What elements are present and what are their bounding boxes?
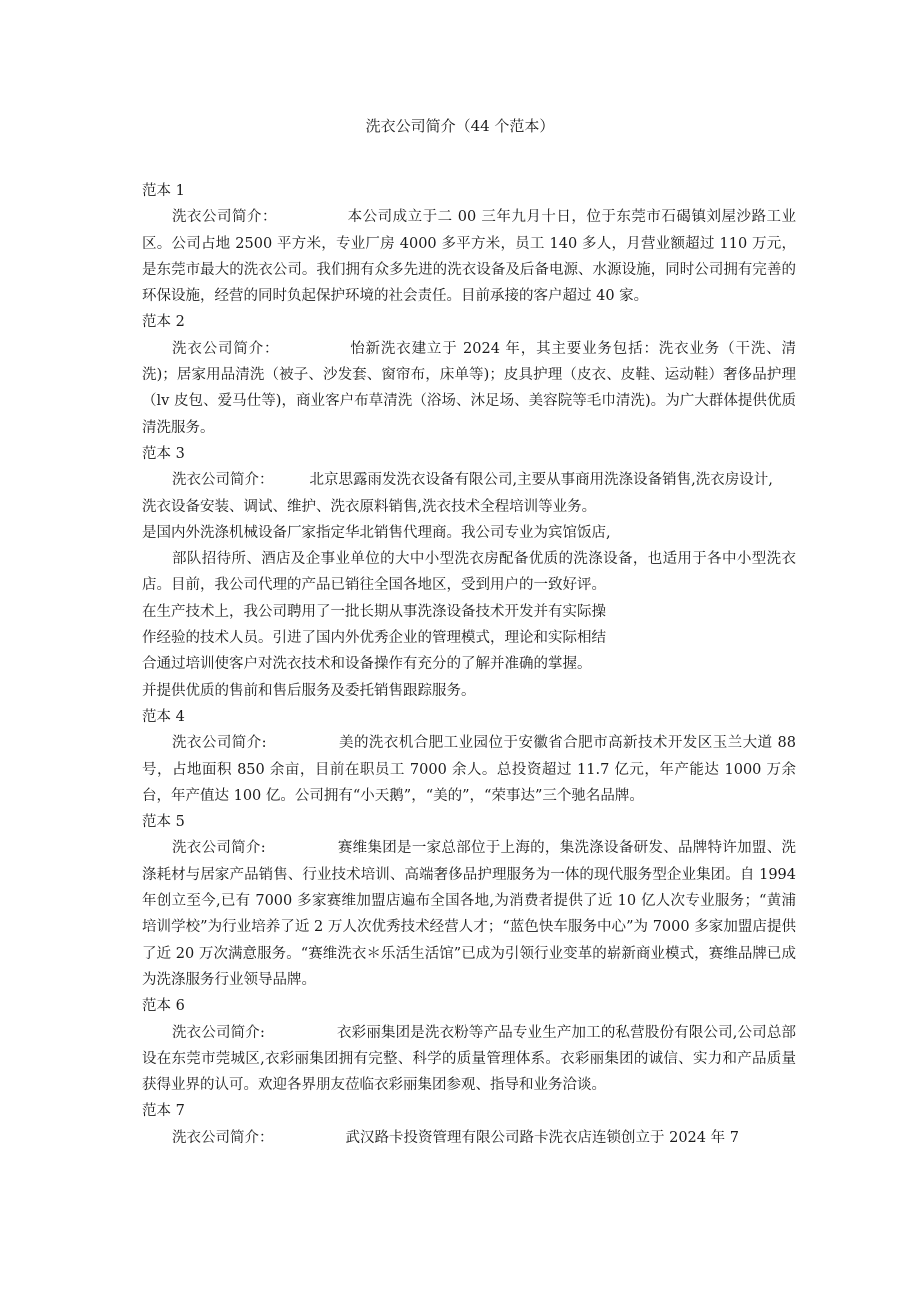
sample-label: 范本 6 — [142, 998, 185, 1015]
sample-paragraph — [142, 467, 796, 493]
sample-label: 范本 3 — [142, 445, 185, 462]
sample-text: 美的洗衣机合肥工业园位于安徽省合肥市高新技术开发区玉兰大道 88 号，占地面积 850 余亩，目前在职员工 7000 余人。总投资超过 11.7 亿元，年产能达 1000 万余台，年产值达 100 亿。公司拥有“小天鹅”，“美的”，“荣事达”三个驰名品牌。 — [142, 735, 796, 804]
sample-label: 范本 4 — [142, 708, 185, 725]
sample-extra-line: 是国内外洗涤机械设备厂家指定华北销售代理商。我公司专业为宾馆饭店, — [142, 524, 611, 541]
sample-intro: 洗衣公司简介： — [172, 340, 280, 357]
sample-intro: 洗衣公司简介: — [172, 840, 266, 857]
sample-paragraph — [142, 1020, 796, 1099]
sample-intro: 洗衣公司简介： — [172, 209, 278, 226]
sample-intro: 洗衣公司简介： — [172, 1129, 274, 1146]
document-title: 洗衣公司简介（44 个范本） — [365, 117, 555, 135]
sample-intro: 洗衣公司简介： — [172, 472, 274, 489]
sample-label: 范本 7 — [142, 1103, 185, 1120]
sample-extra-line: 在生产技术上，我公司聘用了一批长期从事洗涤设备技术开发并有实际操 — [142, 603, 606, 620]
sample-label: 范本 1 — [142, 183, 185, 199]
document-body — [142, 178, 796, 1151]
sample-intro: 洗衣公司简介: — [172, 1024, 265, 1041]
sample-text: 武汉路卡投资管理有限公司路卡洗衣店连锁创立于 2024 年 7 — [345, 1129, 739, 1146]
sample-text: 衣彩丽集团是洗衣粉等产品专业生产加工的私营股份有限公司,公司总部设在东莞市莞城区,衣彩丽集团拥有完整、科学的质量管理体系。衣彩丽集团的诚信、实力和产品质量获得业界的认可。欢迎各界朋友莅临衣彩丽集团参观、指导和业务洽谈。 — [142, 1024, 797, 1094]
sample-extra-line: 合通过培训使客户对洗衣技术和设备操作有充分的了解并准确的掌握。 — [142, 656, 592, 673]
sample-text: 赛维集团是一家总部位于上海的，集洗涤设备研发、品牌特许加盟、洗涤耗材与居家产品销售、行业技术培训、高端奢侈品护理服务为一体的现代服务型企业集团。自 1994 年创立至今,已有 7000 多家赛维加盟店遍布全国各地,为消费者提供了近 10 亿人次专业服务；“黄浦培训学校”为行业培养了近 2 万人次优秀技术经营人才；“蓝色快车服务中心”为 7000 多家加盟店提供了近 20 万次满意服务。“赛维洗衣＊乐活生活馆”已成为引领行业变革的崭新商业模式，赛维品牌已成为洗涤服务行业领导品牌。 — [142, 840, 796, 988]
sample-extra-line: 作经验的技术人员。引进了国内外优秀企业的管理模式，理论和实际相结 — [142, 630, 606, 647]
sample-paragraph — [142, 835, 796, 993]
sample-label: 范本 5 — [142, 814, 185, 831]
sample-extra-line: 部队招待所、酒店及企事业单位的大中小型洗衣房配备优质的洗涤设备，也适用于各中小型洗衣店。目前，我公司代理的产品已销往全国各地区，受到用户的一致好评。 — [142, 551, 796, 594]
sample-paragraph — [142, 730, 796, 809]
sample-intro: 洗衣公司简介: — [172, 735, 267, 752]
sample-paragraph — [142, 1125, 796, 1151]
sample-text: 北京思露雨发洗衣设备有限公司,主要从事商用洗涤设备销售,洗衣房设计, — [309, 472, 773, 489]
sample-extra-line: 并提供优质的售前和售后服务及委托销售跟踪服务。 — [142, 682, 476, 699]
sample-paragraph — [142, 336, 796, 441]
sample-text: 本公司成立于二 00 三年九月十日，位于东莞市石碣镇刘屋沙路工业区。公司占地 2500 平方米，专业厂房 4000 多平方米，员工 140 多人，月营业额超过 110 万元，是东莞市最大的洗衣公司。我们拥有众多先进的洗衣设备及后备电源、水源设施，同时公司拥有完善的环保设施，经营的同时负起保护环境的社会责任。目前承接的客户超过 40 家。 — [142, 209, 796, 305]
sample-label: 范本 2 — [142, 314, 185, 331]
sample-text: 怡新洗衣建立于 2024 年，其主要业务包括：洗衣业务（干洗、清洗)；居家用品清洗（被子、沙发套、窗帘布，床单等)；皮具护理（皮衣、皮鞋、运动鞋）奢侈品护理（lv 皮包、爱马仕等)，商业客户布草清洗（浴场、沐足场、美容院等毛巾清洗)。为广大群体提供优质清洗服务。 — [142, 340, 796, 436]
sample-paragraph — [142, 204, 796, 309]
sample-extra-line: 洗衣设备安装、调试、维护、洗衣原料销售,洗衣技术全程培训等业务。 — [142, 498, 597, 515]
